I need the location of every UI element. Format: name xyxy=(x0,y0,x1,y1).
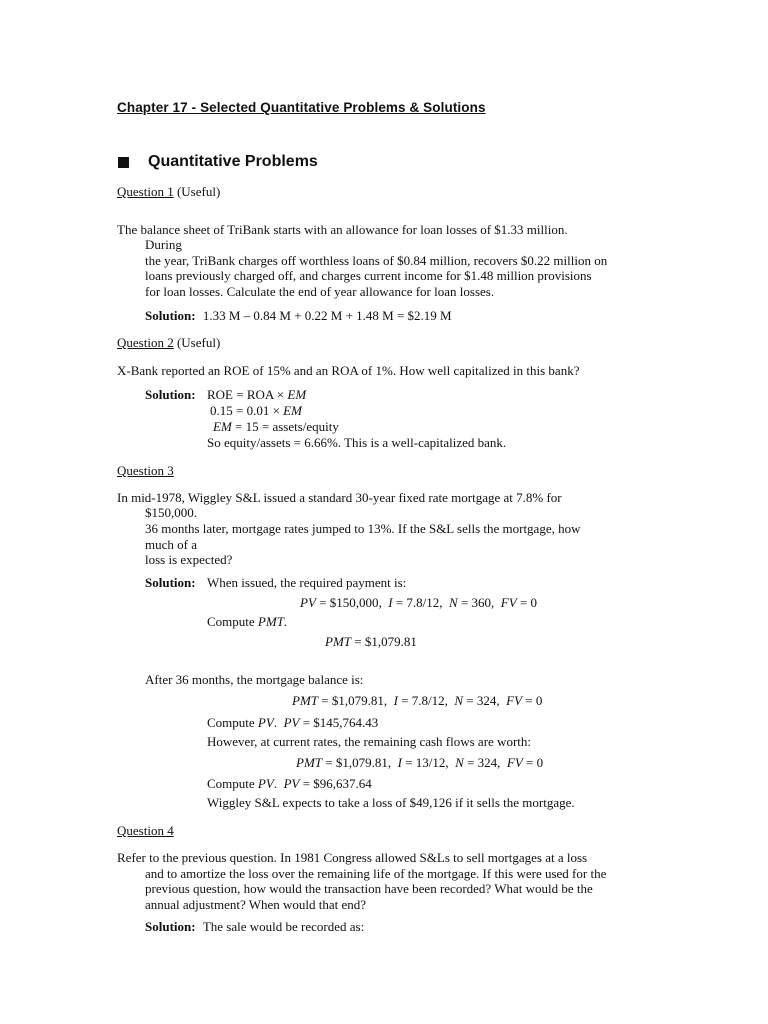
question-2-solution-line: So equity/assets = 6.66%. This is a well-capitalized bank. xyxy=(207,435,507,450)
variable-pv: PV xyxy=(283,715,300,730)
formula-line-2 xyxy=(292,693,542,709)
pmt-result: = $1,079.81 xyxy=(351,634,417,649)
compute-label: Compute xyxy=(207,715,258,730)
variable-pmt: PMT xyxy=(325,634,351,649)
question-4-text-line: and to amortize the loss over the remaining life of the mortgage. If this were used for the xyxy=(145,866,607,881)
value-pmt: = $1,079.81, xyxy=(318,693,388,708)
variable-fv: FV xyxy=(506,755,523,770)
after-36-months-line: After 36 months, the mortgage balance is: xyxy=(145,672,364,687)
variable-pv: PV xyxy=(300,595,316,610)
variable-i: I xyxy=(393,693,398,708)
variable-n: N xyxy=(455,755,464,770)
value-n: = 324, xyxy=(463,693,500,708)
question-4-solution-text: The sale would be recorded as: xyxy=(202,919,365,934)
question-2-tag: (Useful) xyxy=(176,335,221,350)
chapter-title: Chapter 17 - Selected Quantitative Problems & Solutions xyxy=(117,100,486,115)
question-4-text-line: previous question, how would the transaction have been recorded? What would be the xyxy=(145,881,593,896)
variable-i: I xyxy=(397,755,402,770)
equation-variable: EM xyxy=(287,387,307,402)
question-2-solution-line xyxy=(213,419,339,435)
compute-pmt-line xyxy=(207,614,287,630)
question-3-text-line: much of a xyxy=(145,537,197,552)
value-n: = 324, xyxy=(463,755,501,770)
question-2-label: Question 2 xyxy=(117,335,174,350)
value-pv: = $150,000, xyxy=(315,595,382,610)
question-2-text: X-Bank reported an ROE of 15% and an ROA of 1%. How well capitalized in this bank? xyxy=(117,363,580,378)
variable-n: N xyxy=(454,693,464,708)
value-fv: = 0 xyxy=(516,595,538,610)
variable-pmt: PMT xyxy=(257,614,284,629)
solution-label: Solution: xyxy=(145,919,196,934)
variable-pmt: PMT xyxy=(296,755,322,770)
equation-text: ROE = ROA × xyxy=(207,387,288,402)
compute-label: Compute xyxy=(207,776,258,791)
question-4-solution xyxy=(145,919,364,935)
variable-i: I xyxy=(388,595,393,610)
equation-variable: EM xyxy=(283,403,302,418)
question-3-label: Question 3 xyxy=(117,463,174,478)
equation-text: = 15 = assets/equity xyxy=(231,419,339,434)
question-4-label: Question 4 xyxy=(117,823,174,838)
question-2-solution-line xyxy=(210,403,302,419)
question-1-text-line: the year, TriBank charges off worthless loans of $0.84 million, recovers $0.22 million on xyxy=(145,253,608,268)
question-1-text-line: loans previously charged off, and charges current income for $1.48 million provisions xyxy=(145,268,592,283)
equation-variable: EM xyxy=(213,419,232,434)
question-1-text-line: During xyxy=(145,237,182,252)
question-2-solution-line xyxy=(207,387,306,403)
question-1-text-line: The balance sheet of TriBank starts with an allowance for loan losses of $1.33 million. xyxy=(117,222,568,237)
solution-label: Solution: xyxy=(145,575,196,590)
question-3-text-line: loss is expected? xyxy=(145,552,233,567)
variable-n: N xyxy=(449,595,458,610)
value-n: = 360, xyxy=(457,595,495,610)
pv-result-1: = $145,764.43 xyxy=(299,715,379,730)
value-pmt: = $1,079.81, xyxy=(322,755,392,770)
question-3-text-line: $150,000. xyxy=(145,505,197,520)
square-bullet-icon xyxy=(118,157,129,168)
solution-label: Solution: xyxy=(145,308,196,323)
question-1-text-line: for loan losses. Calculate the end of year allowance for loan losses. xyxy=(145,284,495,299)
compute-label: Compute xyxy=(207,614,258,629)
value-fv: = 0 xyxy=(522,755,544,770)
loss-line: Wiggley S&L expects to take a loss of $49,126 if it sells the mortgage. xyxy=(207,795,575,810)
section-title: Quantitative Problems xyxy=(148,153,318,170)
question-3-solution-line: When issued, the required payment is: xyxy=(207,575,407,590)
equation-text: 0.15 = 0.01 × xyxy=(210,403,284,418)
variable-pv: PV xyxy=(257,715,274,730)
pmt-result-line xyxy=(325,634,417,650)
variable-pv: PV xyxy=(257,776,274,791)
question-1-tag: (Useful) xyxy=(176,184,221,199)
compute-pv-line-1: Compute PV. PV = $145,764.43 xyxy=(207,715,379,730)
question-3-text-line: In mid-1978, Wiggley S&L issued a standard 30-year fixed rate mortgage at 7.8% for xyxy=(117,490,562,505)
question-2-heading xyxy=(117,335,220,351)
variable-fv: FV xyxy=(500,595,517,610)
question-3-text-line: 36 months later, mortgage rates jumped to 13%. If the S&L sells the mortgage, how xyxy=(145,521,581,536)
however-line: However, at current rates, the remaining cash flows are worth: xyxy=(207,734,531,749)
variable-fv: FV xyxy=(506,693,523,708)
variable-pmt: PMT xyxy=(292,693,318,708)
period: . xyxy=(283,614,288,629)
value-i: = 7.8/12, xyxy=(392,595,443,610)
compute-pv-line-2: Compute PV. PV = $96,637.64 xyxy=(207,776,372,791)
question-1-solution xyxy=(145,308,452,324)
question-4-text-line: Refer to the previous question. In 1981 Congress allowed S&Ls to sell mortgages at a loss xyxy=(117,850,588,865)
value-fv: = 0 xyxy=(522,693,543,708)
solution-label: Solution: xyxy=(145,387,196,402)
formula-line-1 xyxy=(300,595,537,611)
value-i: = 13/12, xyxy=(401,755,449,770)
question-1-label: Question 1 xyxy=(117,184,174,199)
pv-result-2: = $96,637.64 xyxy=(299,776,372,791)
question-1-heading xyxy=(117,184,220,200)
question-1-solution-text: 1.33 M – 0.84 M + 0.22 M + 1.48 M = $2.19 M xyxy=(202,308,452,323)
variable-pv: PV xyxy=(283,776,300,791)
question-4-text-line: annual adjustment? When would that end? xyxy=(145,897,367,912)
formula-line-3 xyxy=(296,755,543,771)
value-i: = 7.8/12, xyxy=(397,693,448,708)
